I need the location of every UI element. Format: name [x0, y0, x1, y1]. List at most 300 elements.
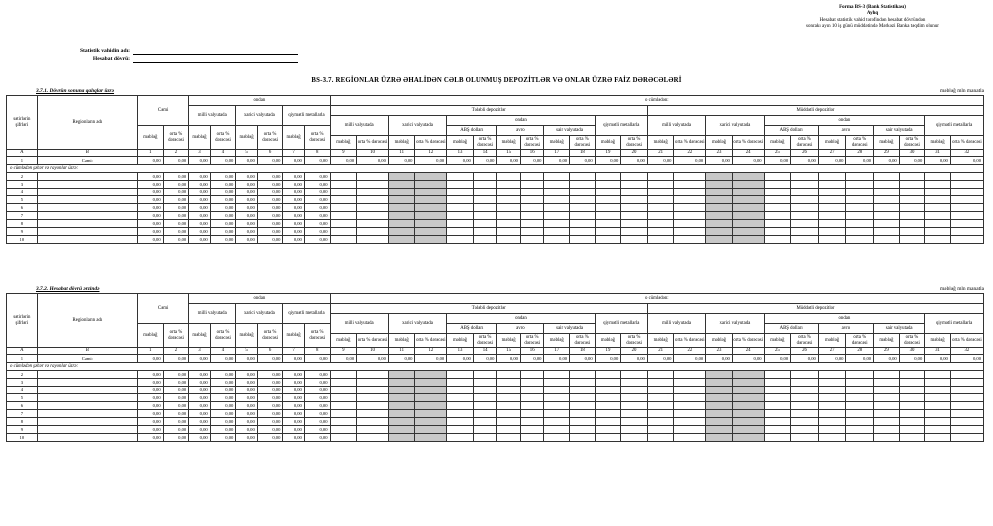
value-cell[interactable] — [925, 220, 951, 228]
value-cell[interactable]: 0,00 — [257, 228, 283, 236]
value-cell[interactable] — [899, 204, 925, 212]
value-cell[interactable] — [647, 180, 674, 188]
value-cell[interactable] — [764, 172, 791, 180]
value-cell[interactable]: 0,00 — [283, 220, 304, 228]
value-cell[interactable] — [595, 410, 621, 418]
value-cell[interactable] — [447, 228, 474, 236]
value-cell[interactable] — [706, 426, 733, 434]
value-cell[interactable]: 0,00 — [257, 196, 283, 204]
value-cell[interactable]: 0,00 — [189, 386, 210, 394]
value-cell[interactable] — [473, 370, 497, 378]
value-cell[interactable] — [473, 228, 497, 236]
total-cell[interactable]: 0,00 — [447, 157, 474, 165]
value-cell[interactable] — [674, 386, 706, 394]
total-cell[interactable]: 0,00 — [520, 355, 544, 363]
value-cell[interactable] — [874, 394, 900, 402]
value-cell[interactable]: 0,00 — [304, 410, 330, 418]
value-cell[interactable] — [497, 402, 521, 410]
value-cell[interactable]: 0,00 — [163, 433, 189, 441]
value-cell[interactable] — [950, 418, 983, 426]
value-cell[interactable]: 0,00 — [163, 370, 189, 378]
value-cell[interactable] — [570, 235, 596, 243]
value-cell[interactable] — [647, 410, 674, 418]
value-cell[interactable]: 0,00 — [210, 196, 236, 204]
value-cell[interactable] — [732, 172, 764, 180]
value-cell[interactable] — [621, 410, 648, 418]
value-cell[interactable] — [899, 172, 925, 180]
value-cell[interactable]: 0,00 — [257, 370, 283, 378]
value-cell[interactable] — [621, 188, 648, 196]
value-cell[interactable] — [388, 378, 415, 386]
value-cell[interactable]: 0,00 — [138, 386, 164, 394]
value-cell[interactable]: 0,00 — [210, 394, 236, 402]
value-cell[interactable]: 0,00 — [138, 433, 164, 441]
value-cell[interactable] — [544, 370, 570, 378]
total-cell[interactable]: 0,00 — [732, 157, 764, 165]
value-cell[interactable] — [925, 386, 951, 394]
value-cell[interactable]: 0,00 — [236, 235, 257, 243]
value-cell[interactable] — [520, 426, 544, 434]
value-cell[interactable] — [595, 370, 621, 378]
value-cell[interactable] — [764, 402, 791, 410]
value-cell[interactable]: 0,00 — [236, 426, 257, 434]
value-cell[interactable] — [357, 204, 389, 212]
value-cell[interactable]: 0,00 — [210, 172, 236, 180]
value-cell[interactable]: 0,00 — [236, 188, 257, 196]
value-cell[interactable] — [732, 188, 764, 196]
total-cell[interactable]: 0,00 — [357, 157, 389, 165]
total-cell[interactable]: 0,00 — [210, 157, 236, 165]
value-cell[interactable] — [950, 220, 983, 228]
value-cell[interactable] — [764, 220, 791, 228]
value-cell[interactable] — [621, 235, 648, 243]
value-cell[interactable] — [846, 212, 874, 220]
value-cell[interactable] — [595, 418, 621, 426]
value-cell[interactable] — [899, 188, 925, 196]
value-cell[interactable] — [647, 418, 674, 426]
value-cell[interactable] — [818, 386, 846, 394]
value-cell[interactable] — [497, 235, 521, 243]
value-cell[interactable] — [415, 220, 447, 228]
value-cell[interactable] — [570, 204, 596, 212]
value-cell[interactable] — [544, 410, 570, 418]
value-cell[interactable]: 0,00 — [257, 418, 283, 426]
value-cell[interactable] — [330, 204, 357, 212]
value-cell[interactable] — [544, 196, 570, 204]
value-cell[interactable]: 0,00 — [163, 196, 189, 204]
value-cell[interactable] — [497, 378, 521, 386]
value-cell[interactable] — [473, 410, 497, 418]
value-cell[interactable] — [764, 212, 791, 220]
value-cell[interactable]: 0,00 — [163, 188, 189, 196]
value-cell[interactable] — [674, 370, 706, 378]
value-cell[interactable] — [732, 228, 764, 236]
value-cell[interactable] — [520, 180, 544, 188]
value-cell[interactable] — [706, 220, 733, 228]
value-cell[interactable]: 0,00 — [257, 180, 283, 188]
value-cell[interactable] — [647, 196, 674, 204]
value-cell[interactable] — [388, 196, 415, 204]
value-cell[interactable]: 0,00 — [189, 220, 210, 228]
value-cell[interactable] — [520, 433, 544, 441]
region-name-cell[interactable] — [37, 196, 137, 204]
value-cell[interactable]: 0,00 — [210, 235, 236, 243]
value-cell[interactable] — [447, 402, 474, 410]
value-cell[interactable] — [520, 418, 544, 426]
value-cell[interactable]: 0,00 — [236, 386, 257, 394]
value-cell[interactable] — [706, 394, 733, 402]
value-cell[interactable] — [415, 386, 447, 394]
value-cell[interactable] — [950, 410, 983, 418]
value-cell[interactable] — [447, 196, 474, 204]
value-cell[interactable]: 0,00 — [189, 433, 210, 441]
value-cell[interactable] — [925, 228, 951, 236]
total-cell[interactable]: 0,00 — [236, 355, 257, 363]
value-cell[interactable]: 0,00 — [163, 378, 189, 386]
region-name-cell[interactable] — [37, 433, 137, 441]
value-cell[interactable]: 0,00 — [210, 386, 236, 394]
value-cell[interactable] — [520, 228, 544, 236]
value-cell[interactable]: 0,00 — [210, 402, 236, 410]
value-cell[interactable] — [818, 196, 846, 204]
value-cell[interactable] — [357, 394, 389, 402]
value-cell[interactable]: 0,00 — [283, 433, 304, 441]
value-cell[interactable] — [621, 212, 648, 220]
value-cell[interactable]: 0,00 — [210, 212, 236, 220]
value-cell[interactable] — [570, 180, 596, 188]
value-cell[interactable] — [415, 235, 447, 243]
value-cell[interactable] — [899, 196, 925, 204]
value-cell[interactable]: 0,00 — [189, 394, 210, 402]
value-cell[interactable] — [621, 172, 648, 180]
value-cell[interactable] — [925, 212, 951, 220]
total-cell[interactable]: 0,00 — [163, 355, 189, 363]
value-cell[interactable]: 0,00 — [189, 196, 210, 204]
value-cell[interactable]: 0,00 — [257, 433, 283, 441]
value-cell[interactable] — [706, 433, 733, 441]
value-cell[interactable]: 0,00 — [138, 418, 164, 426]
value-cell[interactable] — [447, 433, 474, 441]
unit-name-line[interactable] — [133, 49, 298, 55]
value-cell[interactable] — [447, 426, 474, 434]
total-cell[interactable]: 0,00 — [950, 157, 983, 165]
value-cell[interactable] — [732, 410, 764, 418]
total-cell[interactable]: 0,00 — [236, 157, 257, 165]
value-cell[interactable] — [732, 220, 764, 228]
value-cell[interactable]: 0,00 — [257, 188, 283, 196]
value-cell[interactable]: 0,00 — [163, 204, 189, 212]
value-cell[interactable] — [791, 418, 819, 426]
value-cell[interactable] — [925, 394, 951, 402]
value-cell[interactable] — [388, 235, 415, 243]
value-cell[interactable]: 0,00 — [138, 180, 164, 188]
value-cell[interactable]: 0,00 — [138, 188, 164, 196]
value-cell[interactable] — [330, 426, 357, 434]
value-cell[interactable] — [874, 172, 900, 180]
value-cell[interactable] — [497, 426, 521, 434]
value-cell[interactable] — [732, 370, 764, 378]
value-cell[interactable] — [415, 204, 447, 212]
value-cell[interactable]: 0,00 — [210, 204, 236, 212]
value-cell[interactable] — [647, 188, 674, 196]
value-cell[interactable] — [846, 426, 874, 434]
value-cell[interactable] — [357, 402, 389, 410]
value-cell[interactable]: 0,00 — [210, 370, 236, 378]
value-cell[interactable] — [647, 378, 674, 386]
value-cell[interactable] — [621, 180, 648, 188]
value-cell[interactable] — [520, 220, 544, 228]
value-cell[interactable]: 0,00 — [257, 212, 283, 220]
value-cell[interactable]: 0,00 — [189, 188, 210, 196]
total-cell[interactable]: 0,00 — [497, 157, 521, 165]
value-cell[interactable]: 0,00 — [138, 394, 164, 402]
value-cell[interactable]: 0,00 — [189, 212, 210, 220]
value-cell[interactable] — [925, 370, 951, 378]
region-name-cell[interactable] — [37, 402, 137, 410]
value-cell[interactable] — [732, 433, 764, 441]
value-cell[interactable] — [647, 370, 674, 378]
value-cell[interactable] — [520, 204, 544, 212]
region-name-cell[interactable] — [37, 180, 137, 188]
total-cell[interactable]: 0,00 — [304, 157, 330, 165]
value-cell[interactable] — [330, 370, 357, 378]
value-cell[interactable] — [447, 180, 474, 188]
value-cell[interactable] — [570, 433, 596, 441]
value-cell[interactable] — [899, 212, 925, 220]
value-cell[interactable]: 0,00 — [236, 228, 257, 236]
value-cell[interactable] — [899, 220, 925, 228]
value-cell[interactable]: 0,00 — [304, 220, 330, 228]
value-cell[interactable]: 0,00 — [210, 188, 236, 196]
total-cell[interactable]: 0,00 — [595, 355, 621, 363]
total-cell[interactable]: 0,00 — [818, 355, 846, 363]
value-cell[interactable] — [846, 418, 874, 426]
value-cell[interactable] — [647, 212, 674, 220]
value-cell[interactable]: 0,00 — [189, 378, 210, 386]
value-cell[interactable] — [706, 410, 733, 418]
value-cell[interactable] — [544, 386, 570, 394]
total-cell[interactable]: 0,00 — [570, 157, 596, 165]
value-cell[interactable]: 0,00 — [138, 212, 164, 220]
value-cell[interactable] — [415, 196, 447, 204]
region-name-cell[interactable] — [37, 188, 137, 196]
value-cell[interactable] — [764, 196, 791, 204]
value-cell[interactable]: 0,00 — [283, 402, 304, 410]
value-cell[interactable] — [791, 196, 819, 204]
value-cell[interactable] — [732, 212, 764, 220]
value-cell[interactable] — [818, 378, 846, 386]
value-cell[interactable] — [874, 426, 900, 434]
value-cell[interactable] — [647, 394, 674, 402]
value-cell[interactable] — [570, 402, 596, 410]
total-cell[interactable]: 0,00 — [283, 157, 304, 165]
value-cell[interactable] — [818, 426, 846, 434]
value-cell[interactable] — [899, 180, 925, 188]
value-cell[interactable] — [899, 394, 925, 402]
value-cell[interactable] — [388, 188, 415, 196]
value-cell[interactable] — [647, 172, 674, 180]
value-cell[interactable] — [415, 212, 447, 220]
value-cell[interactable] — [874, 220, 900, 228]
value-cell[interactable] — [732, 394, 764, 402]
value-cell[interactable]: 0,00 — [236, 212, 257, 220]
value-cell[interactable] — [621, 378, 648, 386]
value-cell[interactable] — [415, 418, 447, 426]
value-cell[interactable] — [330, 235, 357, 243]
value-cell[interactable] — [791, 235, 819, 243]
value-cell[interactable] — [415, 370, 447, 378]
total-cell[interactable]: 0,00 — [257, 157, 283, 165]
total-cell[interactable]: 0,00 — [447, 355, 474, 363]
value-cell[interactable]: 0,00 — [257, 204, 283, 212]
value-cell[interactable] — [732, 402, 764, 410]
value-cell[interactable]: 0,00 — [257, 426, 283, 434]
value-cell[interactable] — [674, 180, 706, 188]
value-cell[interactable]: 0,00 — [138, 172, 164, 180]
value-cell[interactable] — [874, 212, 900, 220]
value-cell[interactable] — [595, 394, 621, 402]
value-cell[interactable] — [874, 196, 900, 204]
value-cell[interactable] — [330, 386, 357, 394]
value-cell[interactable] — [357, 235, 389, 243]
value-cell[interactable] — [330, 433, 357, 441]
value-cell[interactable] — [544, 220, 570, 228]
value-cell[interactable] — [621, 220, 648, 228]
value-cell[interactable] — [388, 212, 415, 220]
total-cell[interactable]: 0,00 — [138, 355, 164, 363]
value-cell[interactable] — [447, 386, 474, 394]
value-cell[interactable] — [846, 402, 874, 410]
total-cell[interactable]: 0,00 — [520, 157, 544, 165]
value-cell[interactable] — [595, 386, 621, 394]
value-cell[interactable] — [950, 378, 983, 386]
value-cell[interactable] — [899, 426, 925, 434]
value-cell[interactable]: 0,00 — [304, 204, 330, 212]
value-cell[interactable]: 0,00 — [257, 386, 283, 394]
value-cell[interactable] — [330, 172, 357, 180]
value-cell[interactable] — [544, 172, 570, 180]
region-name-cell[interactable] — [37, 418, 137, 426]
value-cell[interactable] — [520, 235, 544, 243]
total-cell[interactable]: 0,00 — [388, 157, 415, 165]
value-cell[interactable] — [497, 172, 521, 180]
total-cell[interactable]: 0,00 — [874, 157, 900, 165]
value-cell[interactable] — [874, 402, 900, 410]
value-cell[interactable] — [764, 235, 791, 243]
total-cell[interactable]: 0,00 — [357, 355, 389, 363]
value-cell[interactable]: 0,00 — [236, 394, 257, 402]
value-cell[interactable] — [764, 433, 791, 441]
value-cell[interactable]: 0,00 — [138, 378, 164, 386]
region-name-cell[interactable] — [37, 410, 137, 418]
value-cell[interactable] — [330, 212, 357, 220]
value-cell[interactable]: 0,00 — [210, 433, 236, 441]
value-cell[interactable] — [621, 402, 648, 410]
region-name-cell[interactable] — [37, 426, 137, 434]
value-cell[interactable] — [388, 418, 415, 426]
value-cell[interactable] — [706, 188, 733, 196]
value-cell[interactable] — [732, 426, 764, 434]
value-cell[interactable] — [706, 196, 733, 204]
value-cell[interactable] — [544, 402, 570, 410]
total-cell[interactable]: 0,00 — [764, 355, 791, 363]
value-cell[interactable] — [846, 386, 874, 394]
value-cell[interactable] — [473, 196, 497, 204]
value-cell[interactable]: 0,00 — [189, 204, 210, 212]
value-cell[interactable]: 0,00 — [236, 402, 257, 410]
value-cell[interactable] — [473, 433, 497, 441]
value-cell[interactable] — [497, 212, 521, 220]
value-cell[interactable] — [732, 196, 764, 204]
value-cell[interactable] — [764, 378, 791, 386]
value-cell[interactable] — [497, 394, 521, 402]
value-cell[interactable] — [473, 378, 497, 386]
value-cell[interactable] — [818, 418, 846, 426]
value-cell[interactable] — [330, 188, 357, 196]
value-cell[interactable] — [791, 394, 819, 402]
value-cell[interactable] — [818, 180, 846, 188]
value-cell[interactable] — [899, 370, 925, 378]
value-cell[interactable]: 0,00 — [304, 172, 330, 180]
value-cell[interactable] — [621, 386, 648, 394]
value-cell[interactable]: 0,00 — [210, 378, 236, 386]
value-cell[interactable] — [621, 426, 648, 434]
total-cell[interactable]: 0,00 — [846, 355, 874, 363]
value-cell[interactable]: 0,00 — [283, 426, 304, 434]
value-cell[interactable] — [330, 220, 357, 228]
value-cell[interactable] — [415, 394, 447, 402]
value-cell[interactable] — [520, 196, 544, 204]
value-cell[interactable]: 0,00 — [236, 220, 257, 228]
value-cell[interactable]: 0,00 — [163, 394, 189, 402]
value-cell[interactable] — [473, 394, 497, 402]
value-cell[interactable] — [674, 172, 706, 180]
value-cell[interactable] — [595, 378, 621, 386]
value-cell[interactable] — [357, 433, 389, 441]
value-cell[interactable]: 0,00 — [163, 180, 189, 188]
value-cell[interactable] — [874, 418, 900, 426]
value-cell[interactable] — [647, 235, 674, 243]
value-cell[interactable] — [570, 188, 596, 196]
value-cell[interactable] — [818, 204, 846, 212]
value-cell[interactable] — [846, 370, 874, 378]
value-cell[interactable] — [925, 204, 951, 212]
total-cell[interactable]: 0,00 — [874, 355, 900, 363]
value-cell[interactable] — [473, 212, 497, 220]
value-cell[interactable]: 0,00 — [257, 410, 283, 418]
value-cell[interactable] — [818, 212, 846, 220]
value-cell[interactable]: 0,00 — [189, 180, 210, 188]
value-cell[interactable] — [570, 370, 596, 378]
value-cell[interactable] — [520, 386, 544, 394]
value-cell[interactable]: 0,00 — [138, 370, 164, 378]
total-cell[interactable]: 0,00 — [818, 157, 846, 165]
value-cell[interactable]: 0,00 — [210, 418, 236, 426]
value-cell[interactable]: 0,00 — [236, 204, 257, 212]
value-cell[interactable] — [846, 433, 874, 441]
value-cell[interactable] — [595, 212, 621, 220]
value-cell[interactable] — [791, 378, 819, 386]
value-cell[interactable] — [357, 180, 389, 188]
value-cell[interactable]: 0,00 — [138, 402, 164, 410]
value-cell[interactable] — [950, 370, 983, 378]
value-cell[interactable] — [595, 188, 621, 196]
value-cell[interactable]: 0,00 — [236, 433, 257, 441]
total-cell[interactable]: 0,00 — [764, 157, 791, 165]
value-cell[interactable] — [330, 418, 357, 426]
value-cell[interactable]: 0,00 — [304, 196, 330, 204]
value-cell[interactable]: 0,00 — [163, 386, 189, 394]
